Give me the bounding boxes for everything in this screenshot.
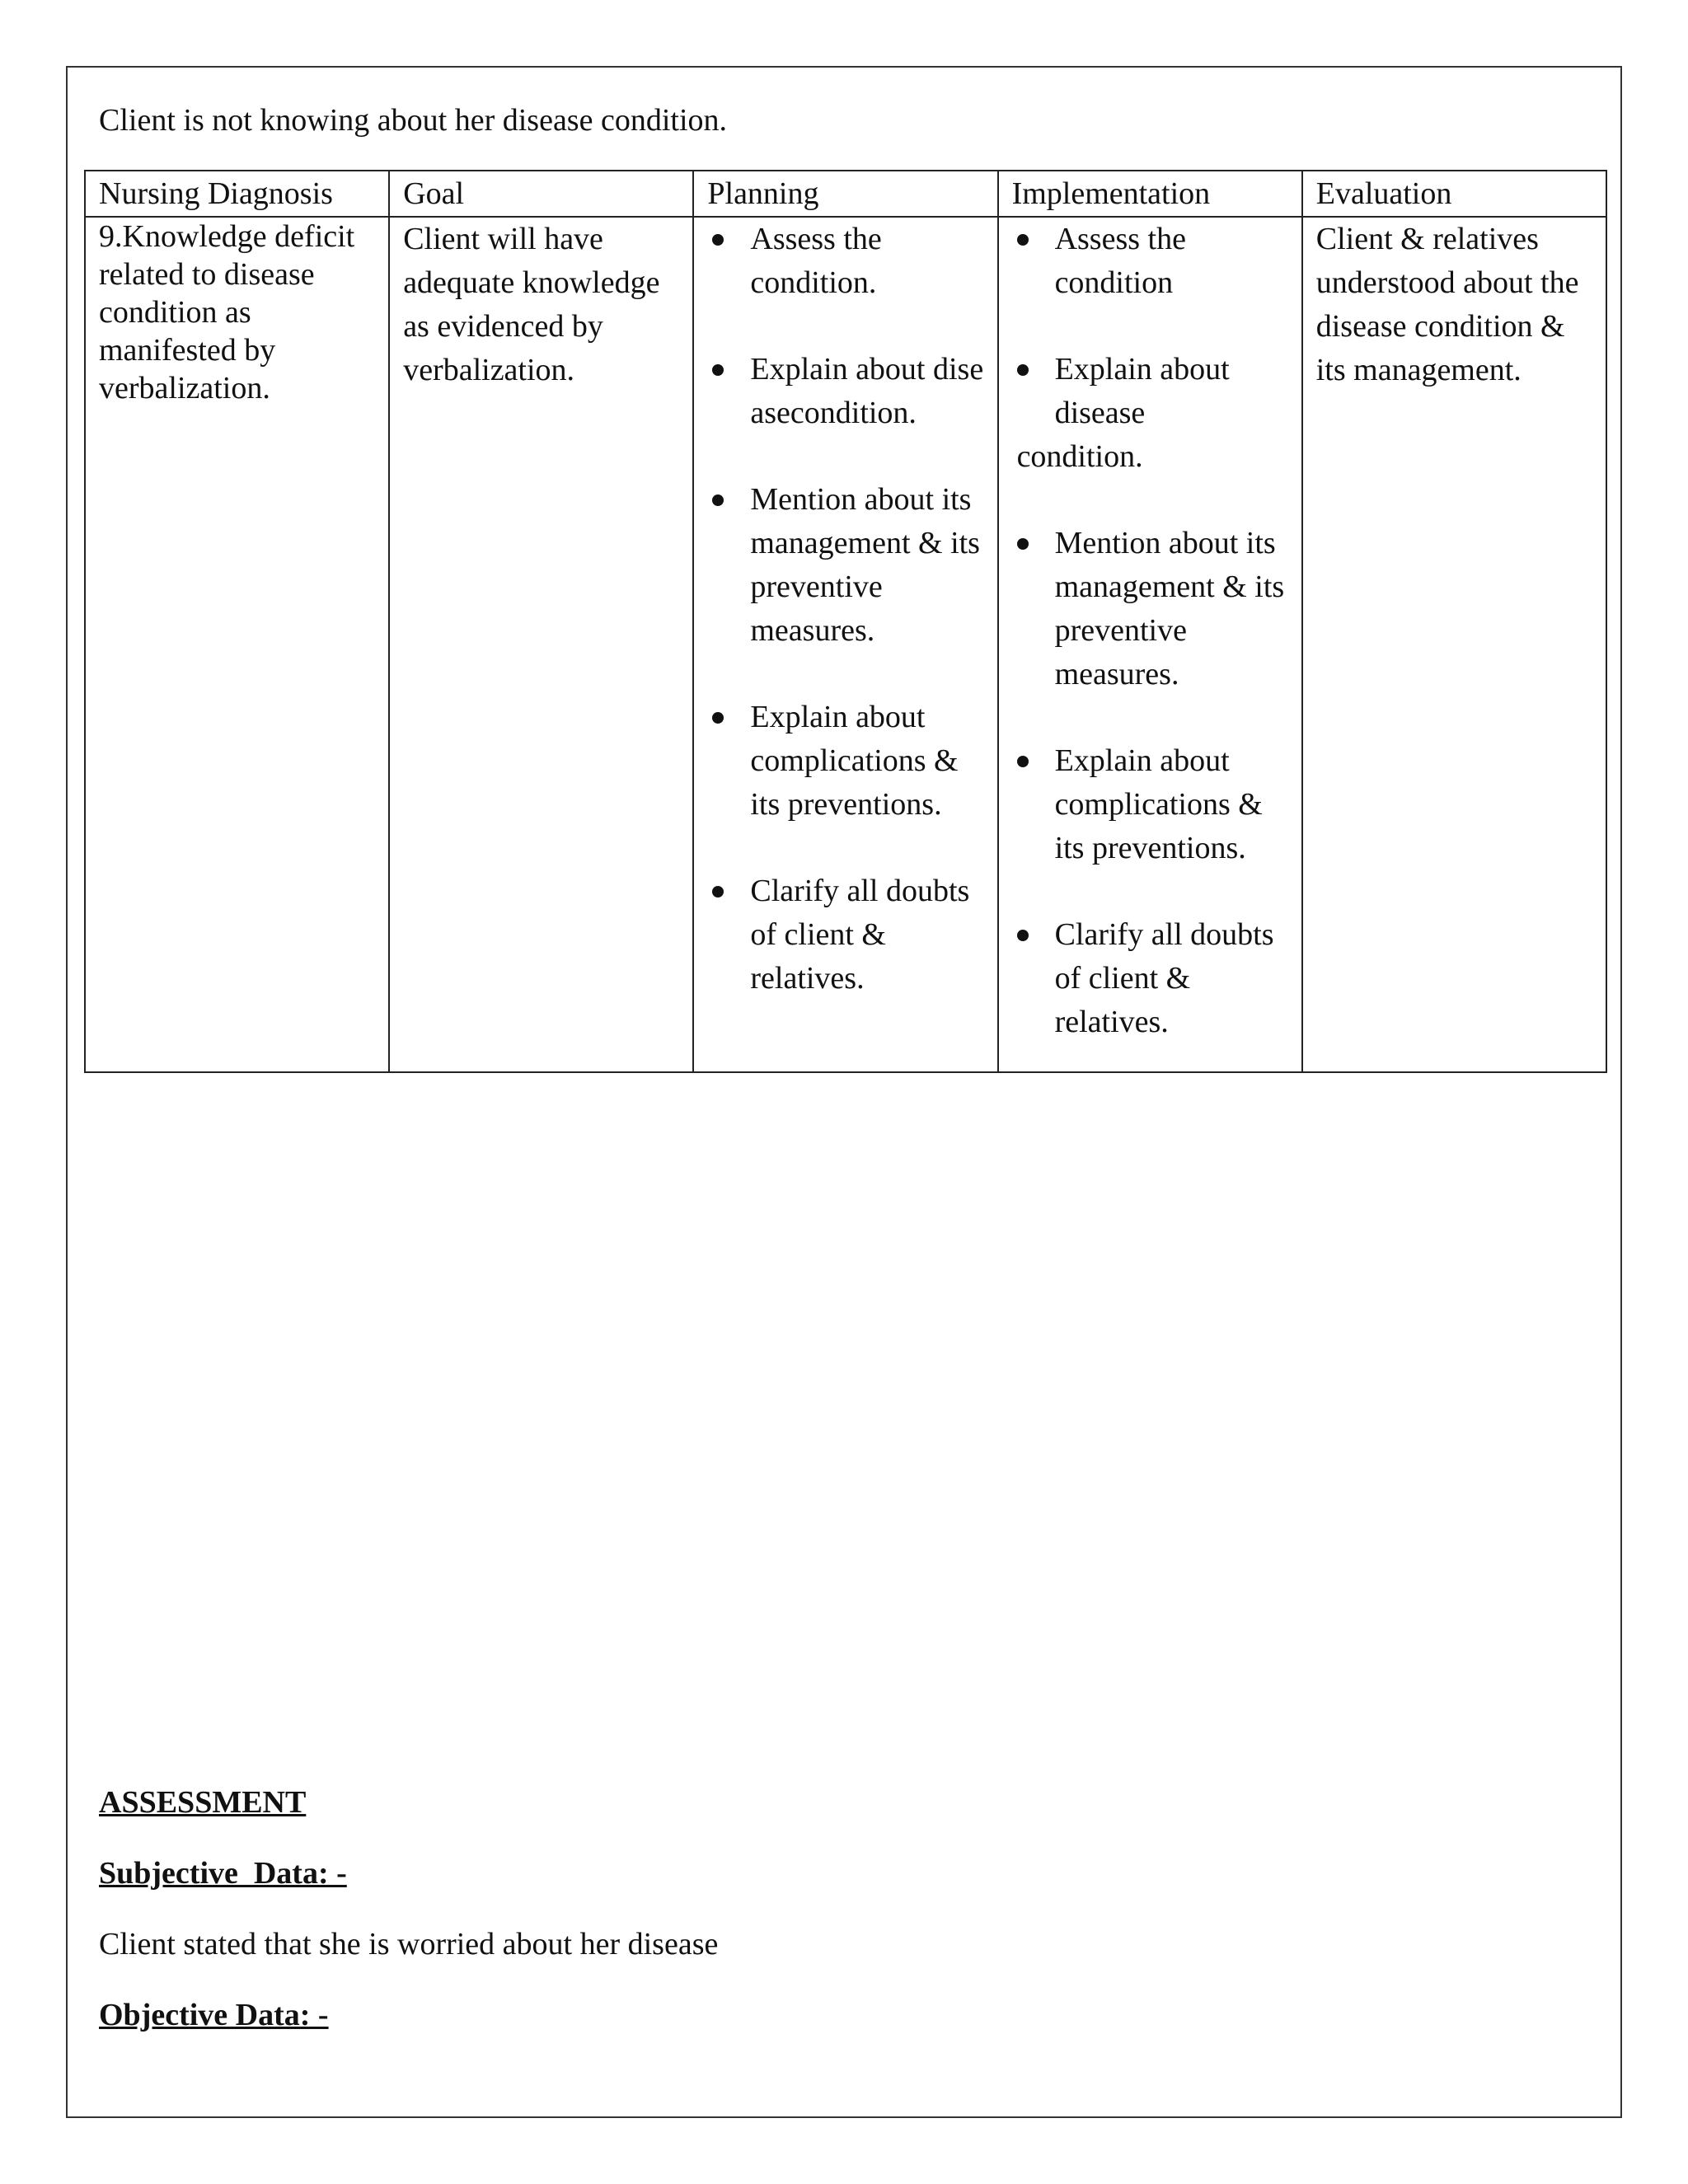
list-item — [707, 218, 983, 305]
header-goal: Goal — [389, 171, 693, 217]
bullet-icon — [712, 886, 724, 898]
implementation-item-text: Clarify all doubts of client & relatives. — [1054, 917, 1274, 1039]
cell-diagnosis — [85, 217, 389, 1072]
list-item — [1012, 913, 1288, 1044]
list-item — [1012, 739, 1288, 870]
cell-planning — [693, 217, 997, 1072]
bullet-icon — [1017, 756, 1029, 767]
planning-item-text: Explain about complications & its preventions. — [750, 700, 959, 822]
header-implementation: Implementation — [998, 171, 1302, 217]
evaluation-text: Client & relatives understood about the disease condition & its management. — [1315, 222, 1579, 387]
list-item — [1012, 218, 1288, 305]
list-item — [1012, 522, 1288, 696]
header-nursing-diagnosis: Nursing Diagnosis — [85, 171, 389, 217]
bullet-icon — [1017, 234, 1029, 246]
diagnosis-text: 9.Knowledge deficit related to disease condition as manifested by verbalization. — [99, 219, 355, 405]
planning-item-text: Assess the condition. — [750, 222, 882, 300]
list-item — [707, 696, 983, 827]
subjective-data-label: Subjective Data: - — [99, 1856, 347, 1891]
implementation-item-text: Explain about disease — [1054, 352, 1230, 430]
planning-item-text: Clarify all doubts of client & relatives. — [750, 874, 970, 996]
cell-implementation — [998, 217, 1302, 1072]
implementation-item-text: Assess the condition — [1054, 222, 1186, 300]
goal-text: Client will have adequate knowledge as evidenced by verbalization. — [403, 222, 660, 387]
table-header-row — [85, 171, 1606, 217]
implementation-list — [1012, 218, 1288, 1044]
implementation-item-text: Explain about complications & its preventions. — [1054, 743, 1263, 865]
list-item — [707, 869, 983, 1001]
planning-list — [707, 218, 983, 1001]
bullet-icon — [1017, 538, 1029, 550]
assessment-heading: ASSESSMENT — [99, 1785, 307, 1820]
bullet-icon — [1017, 930, 1029, 941]
implementation-item-tail: condition. — [1016, 439, 1143, 474]
implementation-item-text: Mention about its management & its preventive measures. — [1054, 526, 1285, 691]
cell-goal — [389, 217, 693, 1072]
list-item — [707, 348, 983, 435]
objective-data-label: Objective Data: - — [99, 1998, 329, 2032]
header-evaluation: Evaluation — [1302, 171, 1606, 217]
header-planning: Planning — [693, 171, 997, 217]
nursing-care-plan-table — [84, 170, 1607, 1073]
table-row — [85, 217, 1606, 1072]
bullet-icon — [712, 234, 724, 246]
bullet-icon — [1017, 364, 1029, 376]
list-item — [1012, 348, 1288, 479]
bullet-icon — [712, 494, 724, 506]
planning-item-text: Explain about diseasecondition. — [750, 352, 984, 430]
intro-text: Client is not knowing about her disease condition. — [99, 103, 728, 138]
bullet-icon — [712, 712, 724, 724]
planning-item-text: Mention about its management & its preventive measures. — [750, 482, 980, 648]
subjective-data-text: Client stated that she is worried about her disease — [99, 1927, 719, 1961]
list-item — [707, 478, 983, 653]
bullet-icon — [712, 364, 724, 376]
cell-evaluation — [1302, 217, 1606, 1072]
